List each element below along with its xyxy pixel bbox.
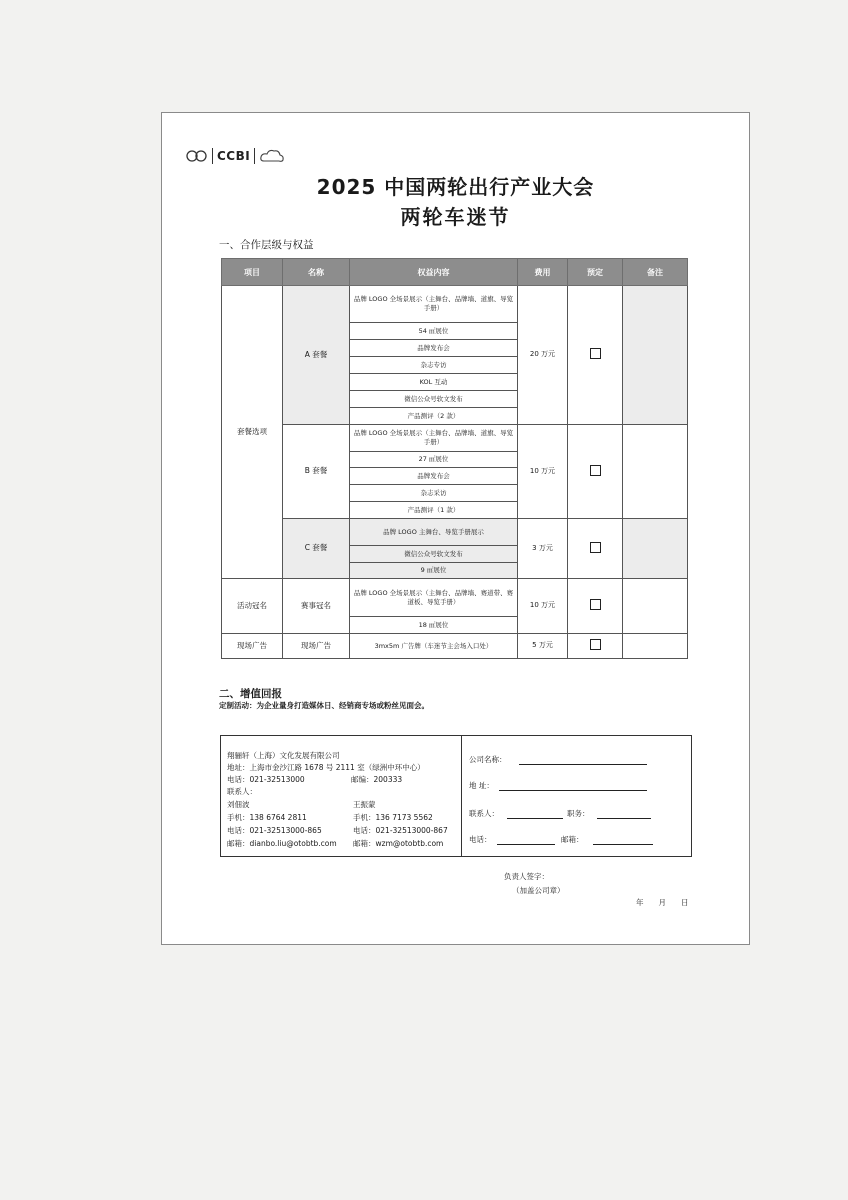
reserve-cell [568, 634, 623, 659]
contact-person-email: 邮箱：dianbo.liu@otobtb.com [227, 839, 337, 848]
company-name-line[interactable] [519, 764, 647, 765]
reserve-checkbox[interactable] [590, 599, 601, 610]
benefit-item: 品牌 LOGO 全场景展示（主舞台、品牌墙、赛道带、赛道板、导览手册） [350, 579, 518, 617]
note-cell [623, 519, 688, 579]
col-header: 费用 [518, 259, 568, 286]
package-fee: 10 万元 [518, 425, 568, 519]
contact-label: 联系人： [227, 787, 257, 796]
table-row [222, 425, 688, 452]
form-company-label: 公司名称： [469, 755, 507, 764]
cooperation-table [221, 258, 688, 659]
organizer-company: 翔骊轩（上海）文化发展有限公司 [227, 751, 340, 760]
col-header: 项目 [222, 259, 283, 286]
contact-person-phone: 电话：021-32513000-865 [227, 826, 322, 835]
col-header: 备注 [623, 259, 688, 286]
contact-person-phone: 电话：021-32513000-867 [353, 826, 448, 835]
group-package: 套餐选项 [222, 286, 283, 579]
benefit-item: 微信公众号软文发布 [350, 546, 518, 563]
signer-label: 负责人签字： [504, 872, 549, 881]
contact-person-mobile: 手机：138 6764 2811 [227, 813, 307, 822]
benefit-item: KOL 互动 [350, 374, 518, 391]
note-cell [623, 579, 688, 634]
cloud-logo-icon [259, 148, 285, 164]
benefit-item: 品牌 LOGO 主舞台、导览手册展示 [350, 519, 518, 546]
package-name: A 套餐 [283, 286, 350, 425]
logo-divider [212, 148, 213, 164]
contact-box [220, 735, 692, 857]
form-address-label: 地 址： [469, 781, 494, 790]
reserve-checkbox[interactable] [590, 639, 601, 650]
package-name: C 套餐 [283, 519, 350, 579]
form-email-label: 邮箱： [561, 835, 584, 844]
benefit-item: 产品测评（2 款） [350, 408, 518, 425]
page-title: 2025 中国两轮出行产业大会 [316, 175, 595, 199]
group-naming: 活动冠名 [222, 579, 283, 634]
date-field[interactable]: 年 月 日 [636, 898, 689, 907]
benefit-item: 品牌发布会 [350, 468, 518, 485]
ccbi-logo: CCBI [217, 149, 251, 163]
col-header: 权益内容 [350, 259, 518, 286]
address-line[interactable] [499, 790, 647, 791]
naming-fee: 10 万元 [518, 579, 568, 634]
naming-name: 赛事冠名 [283, 579, 350, 634]
col-header: 名称 [283, 259, 350, 286]
reserve-checkbox[interactable] [590, 348, 601, 359]
benefit-item: 54 ㎡展位 [350, 323, 518, 340]
contact-person-name: 王振蒙 [353, 800, 376, 809]
note-cell [623, 286, 688, 425]
stamp-note: （加盖公司章） [512, 886, 565, 895]
reserve-cell [568, 579, 623, 634]
custom-activity-text: 定制活动：为企业量身打造媒体日、经销商专场或粉丝见面会。 [219, 701, 429, 710]
organizer-logos [186, 147, 285, 165]
organizer-zipcode: 邮编：200333 [351, 775, 403, 784]
benefit-item: 微信公众号软文发布 [350, 391, 518, 408]
position-line[interactable] [597, 818, 651, 819]
contact-person-email: 邮箱：wzm@otobtb.com [353, 839, 444, 848]
organizer-address: 地址：上海市金沙江路 1678 号 2111 室（绿洲中环中心） [227, 763, 425, 772]
benefit-item: 9 ㎡展位 [350, 563, 518, 579]
ads-name: 现场广告 [283, 634, 350, 659]
table-row [222, 579, 688, 617]
ads-fee: 5 万元 [518, 634, 568, 659]
organizer-phone: 电话：021-32513000 [227, 775, 305, 784]
reserve-cell [568, 286, 623, 425]
reserve-checkbox[interactable] [590, 542, 601, 553]
document-page [161, 112, 750, 945]
reserve-cell [568, 519, 623, 579]
association-logo-icon [186, 148, 208, 164]
benefit-item: 杂志专访 [350, 357, 518, 374]
package-name: B 套餐 [283, 425, 350, 519]
note-cell [623, 425, 688, 519]
logo-divider [254, 148, 255, 164]
group-ads: 现场广告 [222, 634, 283, 659]
table-row [222, 519, 688, 546]
form-contact-label: 联系人： [469, 809, 499, 818]
section-heading-value: 二、增值回报 [219, 688, 282, 700]
table-row [222, 634, 688, 659]
benefit-item: 品牌 LOGO 全场景展示（主舞台、品牌墙、道旗、导览手册） [350, 425, 518, 452]
form-position-label: 职务： [567, 809, 590, 818]
contact-person-line[interactable] [507, 818, 563, 819]
benefit-item: 杂志采访 [350, 485, 518, 502]
package-fee: 3 万元 [518, 519, 568, 579]
benefit-item: 3mx5m 广告牌（车迷节主会场入口处） [350, 634, 518, 659]
table-header-row [222, 259, 688, 286]
benefit-item: 27 ㎡展位 [350, 452, 518, 468]
col-header: 预定 [568, 259, 623, 286]
contact-person-name: 刘佃波 [227, 800, 250, 809]
benefit-item: 产品测评（1 款） [350, 502, 518, 519]
reserve-checkbox[interactable] [590, 465, 601, 476]
benefit-item: 品牌发布会 [350, 340, 518, 357]
email-line[interactable] [593, 844, 653, 845]
package-fee: 20 万元 [518, 286, 568, 425]
form-phone-label: 电话： [469, 835, 492, 844]
contact-divider [461, 736, 462, 856]
contact-person-mobile: 手机：136 7173 5562 [353, 813, 433, 822]
table-row [222, 286, 688, 323]
section-heading-tiers: 一、合作层级与权益 [219, 239, 314, 251]
note-cell [623, 634, 688, 659]
reserve-cell [568, 425, 623, 519]
benefit-item: 18 ㎡展位 [350, 617, 518, 634]
page-subtitle: 两轮车迷节 [400, 205, 511, 229]
phone-line[interactable] [497, 844, 555, 845]
benefit-item: 品牌 LOGO 全场景展示（主舞台、品牌墙、道旗、导览手册） [350, 286, 518, 323]
